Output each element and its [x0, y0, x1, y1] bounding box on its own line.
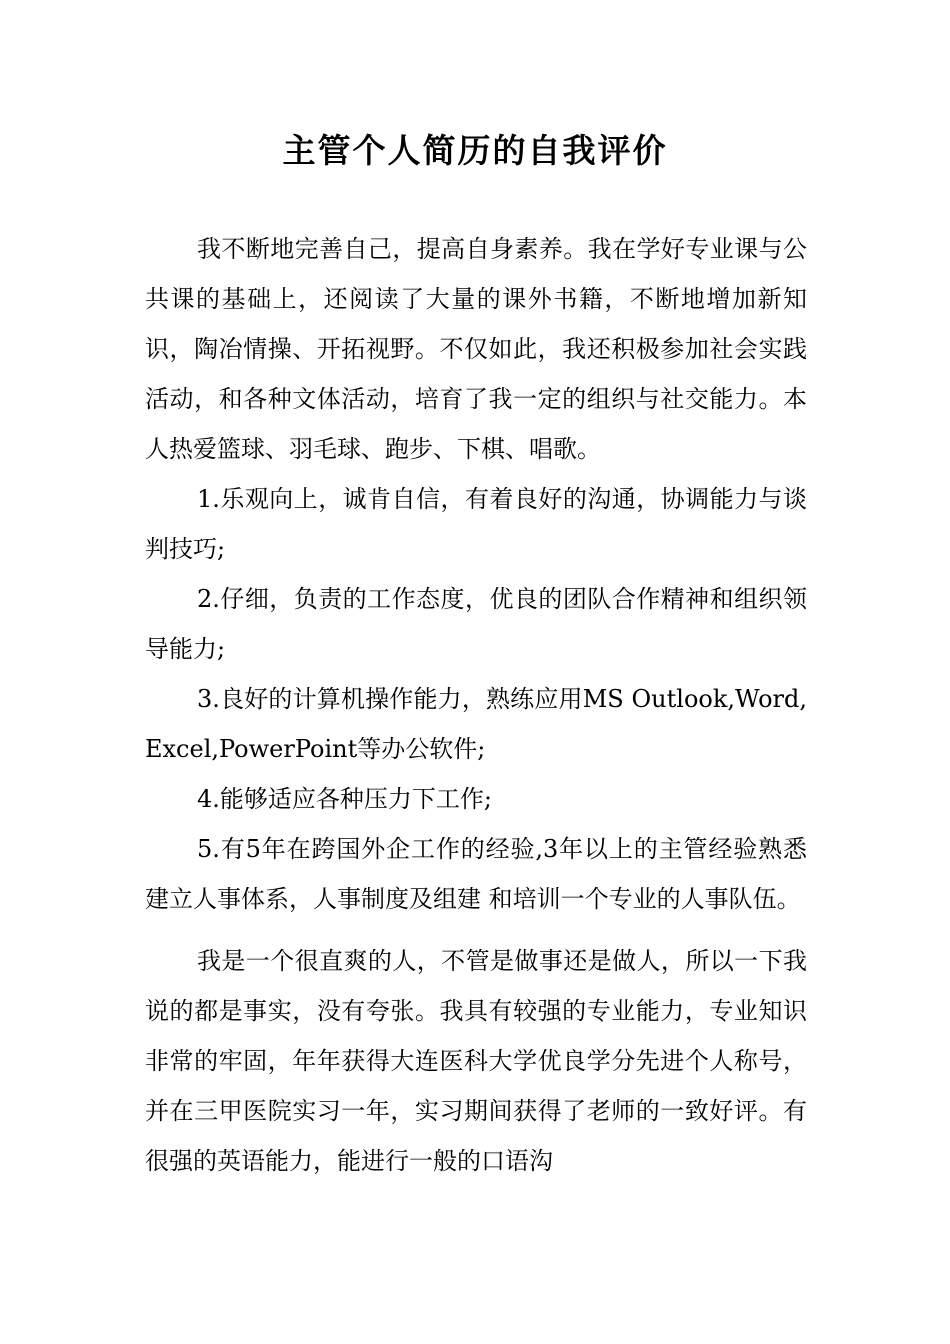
document-title: 主管个人简历的自我评价: [282, 131, 668, 170]
document-body: [145, 224, 807, 1186]
list-item-2: 2.仔细，负责的工作态度，优良的团队合作精神和组织领导能力;: [145, 585, 807, 663]
paragraph-self-improvement: 我不断地完善自己，提高自身素养。我在学好专业课与公共课的基础上，还阅读了大量的课外书籍，不断地增加新知识，陶冶情操、开拓视野。不仅如此，我还积极参加社会实践活动，和各种文体活动，培育了我一定的组织与社交能力。本人热爱篮球、羽毛球、跑步、下棋、唱歌。: [145, 235, 807, 463]
list-item-4: 4.能够适应各种压力下工作;: [197, 785, 492, 813]
list-item-5: 5.有5年在跨国外企工作的经验,3年以上的主管经验熟悉建立人事体系，人事制度及组建 和培训一个专业的人事队伍。: [145, 835, 807, 913]
list-item-3: 3.良好的计算机操作能力，熟练应用MS Outlook,Word,Excel,PowerPoint等办公软件;: [145, 685, 807, 763]
paragraph-gap: [145, 924, 807, 936]
list-item-1: 1.乐观向上，诚肯自信，有着良好的沟通，协调能力与谈判技巧;: [145, 485, 807, 563]
paragraph-personal-summary: 我是一个很直爽的人，不管是做事还是做人，所以一下我说的都是事实，没有夸张。我具有较强的专业能力，专业知识非常的牢固，年年获得大连医科大学优良学分先进个人称号，并在三甲医院实习一年，实习期间获得了老师的一致好评。有很强的英语能力，能进行一般的口语沟: [145, 947, 807, 1175]
